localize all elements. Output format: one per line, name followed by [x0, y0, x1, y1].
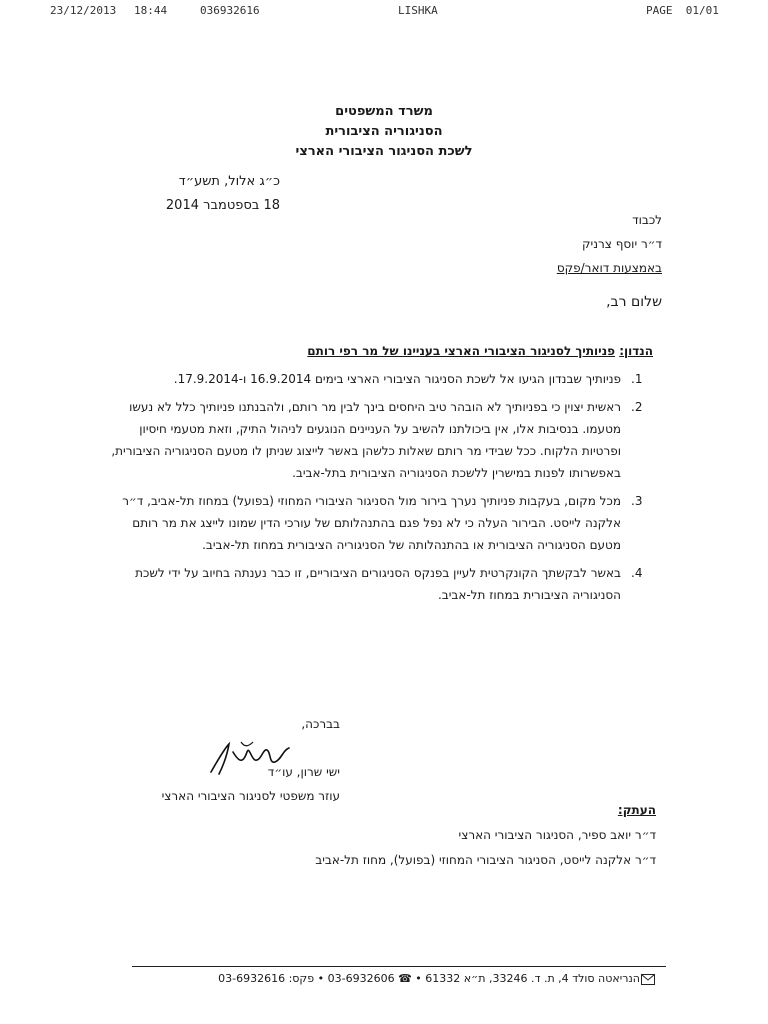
footer-separator: • — [317, 972, 325, 985]
footer-divider — [132, 966, 666, 967]
signer-title: עוזר משפטי לסניגור הציבורי הארצי — [161, 789, 340, 803]
delivery-method: באמצעות דואר/פקס — [556, 261, 662, 275]
fax-number: 036932616 — [200, 4, 260, 17]
envelope-icon — [641, 974, 655, 985]
subject-line — [150, 344, 653, 358]
greeting: שלום רב, — [606, 294, 662, 310]
fax-time: 18:44 — [134, 4, 168, 17]
fax-page: PAGE 01/01 — [646, 4, 719, 17]
footer-phone: 03-6932606 — [327, 972, 395, 985]
recipient-name: ד״ר יוסף צרניק — [582, 237, 662, 251]
body-items — [110, 368, 653, 612]
letterhead-department: הסניגוריה הציבורית — [325, 124, 443, 139]
item-text: ראשית יצוין כי בפניותיך לא הובהר טיב היחסים בינך לבין מר רותם, ולהבנתנו פניותיך כלל לא נעשו מטעמו. בנסיבות אלו, אין ביכולתנו להשיב על העניינים הנוגעים לניהול התיק, וזאת מטעמי חיסיון ופרטיות הלקוח. ככל שבידי מר רותם שאלות כלשהן באשר לייצוג שניתן לו מטעם הסניגוריה הציבורית, באפשרותו לפנות במישרין ללשכת הסניגוריה הציבורית בתל-אביב. — [111, 400, 621, 480]
footer-fax-label: פקס: — [288, 972, 315, 985]
closing: בברכה, — [301, 717, 340, 731]
letterhead — [0, 102, 768, 162]
item-text: מכל מקום, בעקבות פניותיך נערך בירור מול הסניגור הציבורי המחוזי (בפועל) במחוז תל-אביב, ד״ר אלקנה לייסט. הבירור העלה כי לא נפל פגם בהתנהלותם של עורכי הדין שמונו לייצג את מר רותם מטעם הסניגוריה הציבורית או בהתנהלותה של הסניגוריה הציבורית במחוז תל-אביב. — [122, 494, 621, 552]
item-number: .3 — [631, 494, 643, 508]
list-item — [110, 562, 653, 606]
cc-block — [290, 798, 656, 873]
item-number: .2 — [631, 400, 643, 414]
list-item — [110, 368, 653, 390]
list-item — [110, 396, 653, 484]
letterhead-ministry: משרד המשפטים — [335, 104, 433, 119]
fax-sender: LISHKA — [398, 4, 438, 17]
footer-address: הנריאטה סולד 4, ת. ד. 33246, ת״א 61332 — [425, 972, 640, 985]
footer-contact — [140, 972, 640, 985]
fax-date: 23/12/2013 — [50, 4, 117, 17]
recipient-salutation: לכבוד — [632, 213, 662, 227]
fax-header — [0, 4, 768, 20]
list-item — [110, 490, 653, 556]
phone-icon: ☎ — [398, 972, 412, 985]
item-number: .4 — [631, 566, 643, 580]
item-text: פניותיך שבנדון הגיעו אל לשכת הסניגור הציבורי הארצי בימים 16.9.2014 ו-17.9.2014. — [173, 372, 621, 386]
gregorian-date: 18 בספטמבר 2014 — [165, 198, 280, 213]
signer-name: ישי שרון, עו״ד — [267, 765, 340, 779]
subject-text: פניותיך לסניגור הציבורי הארצי בעניינו של מר רפי רותם — [307, 344, 616, 358]
handwritten-signature — [205, 738, 295, 778]
item-number: .1 — [631, 372, 643, 386]
hebrew-date: כ״ג אלול, תשע״ד — [178, 174, 280, 189]
letterhead-office: לשכת הסניגור הציבורי הארצי — [295, 144, 473, 159]
subject-lead: הנדון: — [619, 344, 653, 358]
item-text: באשר לבקשתך הקונקרטית לעיין בפנקס הסניגורים הציבוריים, זו כבר נענתה בחיוב על ידי לשכת הסניגוריה הציבורית במחוז תל-אביב. — [135, 566, 621, 602]
cc-heading: העתק: — [617, 803, 656, 817]
cc-entry: ד״ר יואב ספיר, הסניגור הציבורי הארצי — [458, 828, 656, 842]
footer-separator: • — [415, 972, 422, 985]
footer-fax: 03-6932616 — [218, 972, 286, 985]
recipient-block — [422, 208, 662, 280]
date-block — [120, 170, 280, 218]
cc-entry: ד״ר אלקנה לייסט, הסניגור הציבורי המחוזי (בפועל), מחוז תל-אביב — [315, 853, 656, 867]
